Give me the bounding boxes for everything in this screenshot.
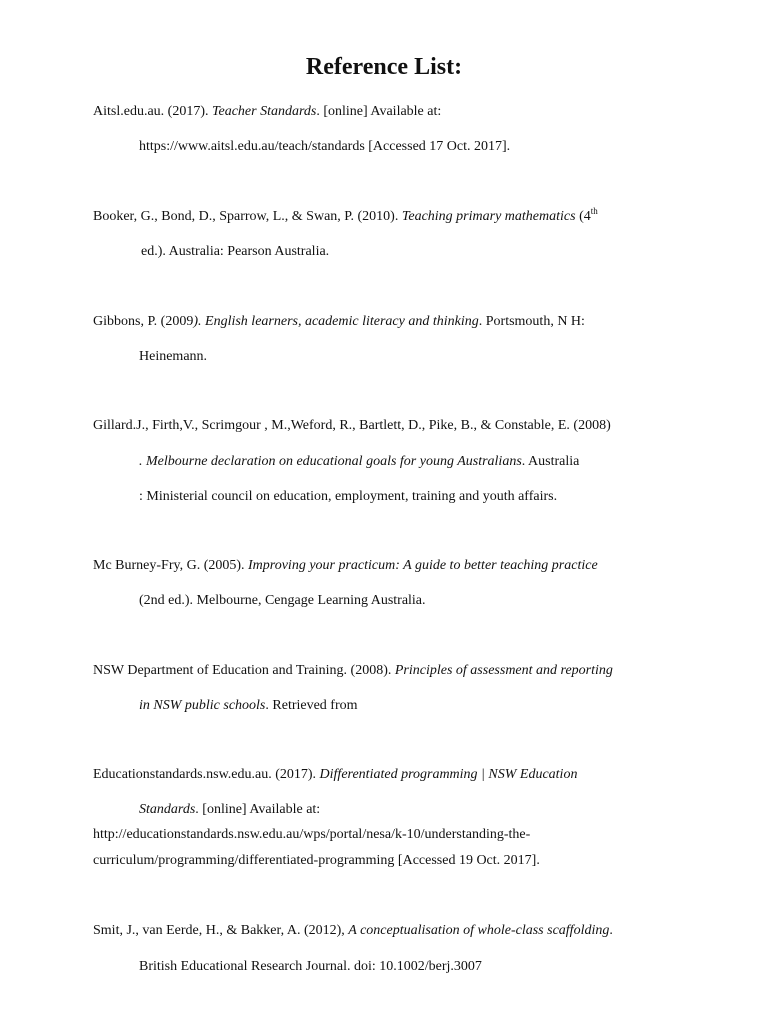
reference-edstandards-line2: Standards. [online] Available at:	[139, 802, 321, 817]
reference-aitsl-line2: https://www.aitsl.edu.au/teach/standards [Accessed 17 Oct. 2017].	[139, 139, 511, 154]
reference-edstandards-line3: http://educationstandards.nsw.edu.au/wps/portal/nesa/k-10/understanding-the-	[93, 827, 531, 842]
reference-smit-line2: British Educational Research Journal. doi: 10.1002/berj.3007	[139, 959, 482, 974]
reference-nsw-det-line1: NSW Department of Education and Training. (2008). Principles of assessment and reporting	[93, 663, 613, 678]
reference-booker-line2: ed.). Australia: Pearson Australia.	[141, 244, 330, 259]
reference-edstandards-line4: curriculum/programming/differentiated-programming [Accessed 19 Oct. 2017].	[93, 853, 540, 868]
reference-nsw-det-line2: in NSW public schools. Retrieved from	[139, 698, 358, 713]
reference-mcburney-line1: Mc Burney-Fry, G. (2005). Improving your practicum: A guide to better teaching practice	[93, 558, 598, 573]
reference-gillard-line2: . Melbourne declaration on educational goals for young Australians. Australia	[139, 454, 580, 469]
reference-mcburney-line2: (2nd ed.). Melbourne, Cengage Learning Australia.	[139, 593, 426, 608]
reference-edstandards-line1: Educationstandards.nsw.edu.au. (2017). Differentiated programming | NSW Education	[93, 767, 578, 782]
reference-gibbons-line1: Gibbons, P. (2009). English learners, academic literacy and thinking. Portsmouth, N H:	[93, 314, 585, 329]
reference-booker-line1: Booker, G., Bond, D., Sparrow, L., & Swan, P. (2010). Teaching primary mathematics (4th	[93, 206, 598, 224]
reference-gillard-line1: Gillard.J., Firth,V., Scrimgour , M.,Weford, R., Bartlett, D., Pike, B., & Constable, E. (2008)	[93, 418, 611, 433]
reference-aitsl-line1: Aitsl.edu.au. (2017). Teacher Standards. [online] Available at:	[93, 104, 442, 119]
reference-gillard-line3: : Ministerial council on education, employment, training and youth affairs.	[139, 489, 558, 504]
reference-gibbons-line2: Heinemann.	[139, 349, 208, 364]
reference-smit-line1: Smit, J., van Eerde, H., & Bakker, A. (2012), A conceptualisation of whole-class scaffolding.	[93, 923, 613, 938]
page-title: Reference List:	[305, 54, 463, 80]
